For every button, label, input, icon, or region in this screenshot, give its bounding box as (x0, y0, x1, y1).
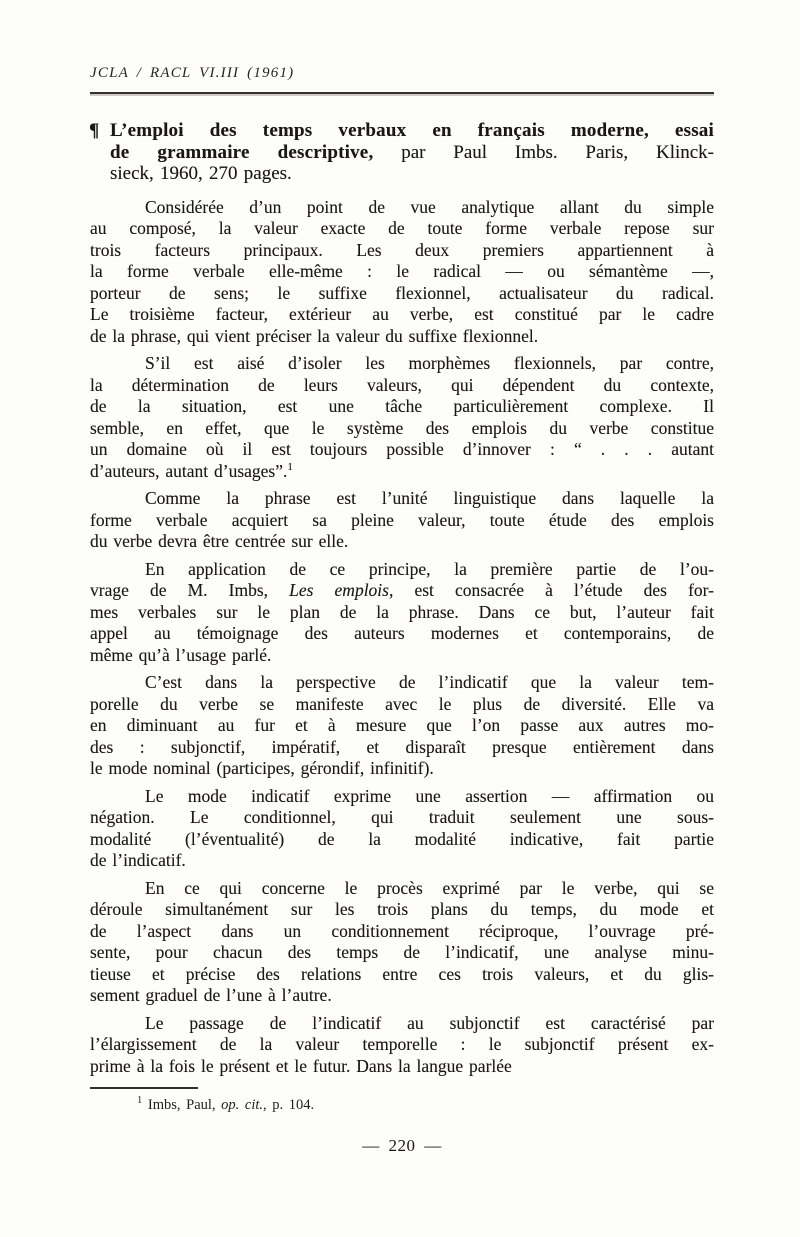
text-line: prime à la fois le présent et le futur. Dans la langue parlée (90, 1055, 512, 1076)
text-segment: vrage de M. Imbs, (90, 580, 290, 600)
text-line: modalité (l’éventualité) de la modalité indicative, fait partie (90, 828, 714, 849)
text-line: trois facteurs principaux. Les deux premiers appartiennent à (90, 239, 714, 260)
text-line: de l’aspect dans un conditionnement réciproque, l’ouvrage pré- (90, 920, 714, 941)
text-line: appel au témoignage des auteurs modernes et contemporains, de (90, 623, 714, 643)
text-line: déroule simultanément sur les trois plans du temps, du mode et (90, 899, 714, 919)
body-paragraph (90, 672, 714, 780)
title-text-regular: sieck, 1960, 270 pages. (110, 163, 292, 184)
text-line: sente, pour chacun des temps de l’indicatif, une analyse minu- (90, 942, 714, 962)
text-line: mes verbales sur le plan de la phrase. Dans ce but, l’auteur fait (90, 601, 714, 622)
text-line (90, 461, 714, 483)
journal-citation: JCLA / RACL VI.III (1961) (90, 65, 295, 81)
title-text-bold: L’emploi des temps verbaux en français moderne, essai (110, 120, 714, 141)
text-line: l’élargissement de la valeur temporelle : le subjonctif présent ex- (90, 1034, 714, 1054)
body-paragraph (90, 353, 714, 482)
page-number: — 220 — (362, 1136, 442, 1155)
body-paragraph (90, 488, 714, 553)
text-line: En application de ce principe, la première partie de l’ou- (145, 558, 714, 579)
running-header (90, 64, 714, 82)
text-line: le mode nominal (participes, gérondif, infinitif). (90, 758, 434, 778)
footnote-reference: 1 (287, 460, 293, 473)
text-line: S’il est aisé d’isoler les morphèmes flexionnels, par contre, (145, 353, 714, 373)
text-line: un domaine où il est toujours possible d’innover : “ . . . autant (90, 439, 714, 459)
book-title-inline-italic: Les emplois, (289, 580, 394, 600)
text-line: Comme la phrase est l’unité linguistique dans laquelle la (145, 488, 714, 508)
title-line (89, 120, 714, 142)
text-block (90, 0, 714, 1156)
text-line: la détermination de leurs valeurs, qui dépendent du contexte, (90, 374, 714, 395)
text-line: en diminuant au fur et à mesure que l’on passe aux autres mo- (90, 715, 714, 735)
body-paragraph (90, 1013, 714, 1078)
title-line (110, 142, 714, 164)
text-segment: est consacrée à l’étude des for- (393, 580, 714, 600)
text-segment: d’auteurs, autant d’usages”. (90, 460, 288, 481)
text-line: tieuse et précise des relations entre ces trois valeurs, et du glis- (90, 963, 714, 984)
footnote-rule (90, 1087, 198, 1089)
text-line: Considérée d’un point de vue analytique allant du simple (145, 196, 714, 217)
footnote-text: Imbs, Paul, (147, 1097, 222, 1113)
header-rule (90, 92, 714, 94)
text-line (90, 580, 714, 602)
book-title (90, 120, 714, 185)
text-line: la forme verbale elle-même : le radical — ou sémantème —, (90, 261, 714, 281)
text-line: des : subjonctif, impératif, et disparaît presque entièrement dans (90, 736, 714, 757)
text-line: C’est dans la perspective de l’indicatif que la valeur tem- (145, 672, 714, 692)
review-body (90, 197, 714, 1078)
body-paragraph (90, 786, 714, 872)
text-line: de la situation, est une tâche particulièrement complexe. Il (90, 396, 714, 416)
text-line: Le troisième facteur, extérieur au verbe, est constitué par le cadre (90, 304, 714, 324)
text-line: Le mode indicatif exprime une assertion — affirmation ou (145, 785, 714, 806)
text-line: de la phrase, qui vient préciser la valeur du suffixe flexionnel. (90, 325, 539, 346)
text-line: du verbe devra être centrée sur elle. (90, 531, 349, 551)
footnote-marker: 1 (137, 1095, 143, 1107)
footnote (90, 1096, 714, 1114)
body-paragraph (90, 197, 714, 348)
text-line: Le passage de l’indicatif au subjonctif est caractérisé par (145, 1012, 714, 1033)
text-line: forme verbale acquiert sa pleine valeur, toute étude des emplois (90, 509, 714, 530)
text-line: semble, en effet, que le système des emplois du verbe constitue (90, 417, 714, 438)
footnote-text: , p. 104. (263, 1097, 315, 1113)
text-line: même qu’à l’usage parlé. (90, 644, 272, 665)
text-line: négation. Le conditionnel, qui traduit seulement une sous- (90, 807, 714, 827)
text-line: porteur de sens; le suffixe flexionnel, actualisateur du radical. (90, 282, 714, 303)
body-paragraph (90, 559, 714, 667)
text-line: au composé, la valeur exacte de toute forme verbale repose sur (90, 218, 714, 238)
text-line: sement graduel de l’une à l’autre. (90, 985, 332, 1005)
title-text-regular: par Paul Imbs. Paris, Klinck- (401, 141, 715, 163)
footnote-italic: op. cit. (221, 1097, 264, 1113)
title-text-bold: de grammaire descriptive, (110, 141, 374, 163)
text-line: porelle du verbe se manifeste avec le plus de diversité. Elle va (90, 693, 714, 714)
pilcrow-mark: ¶ (89, 120, 100, 141)
title-line (110, 163, 714, 185)
text-line: de l’indicatif. (90, 850, 186, 870)
text-line: En ce qui concerne le procès exprimé par le verbe, qui se (145, 877, 714, 898)
body-paragraph (90, 878, 714, 1007)
